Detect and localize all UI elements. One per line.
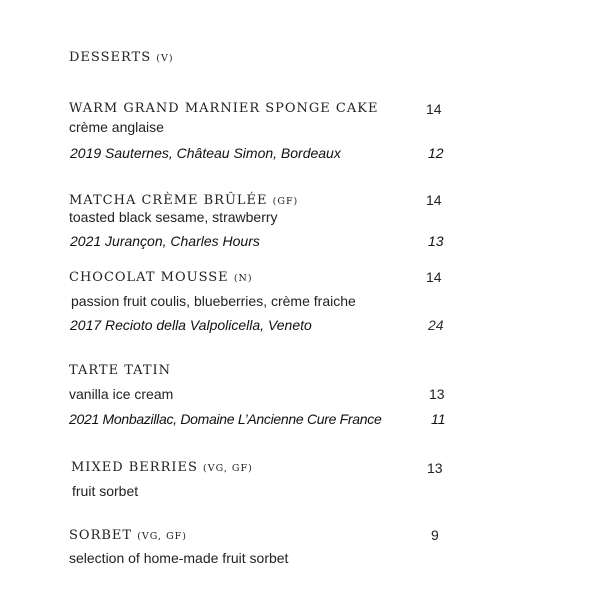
wine-price: 13 <box>428 233 444 249</box>
item-price: 13 <box>427 460 443 476</box>
item-description: passion fruit coulis, blueberries, crème fraiche <box>71 293 356 309</box>
item-price: 14 <box>426 192 442 208</box>
item-price: 9 <box>431 527 439 543</box>
item-name-text: WARM GRAND MARNIER SPONGE CAKE <box>69 101 379 116</box>
item-tag: (N) <box>233 273 253 284</box>
item-tag: (GF) <box>272 196 299 207</box>
item-name-tarte-tatin <box>69 363 171 378</box>
item-price: 14 <box>426 101 442 117</box>
wine-pairing: 2021 Jurançon, Charles Hours <box>70 233 260 249</box>
wine-price: 11 <box>431 411 446 427</box>
item-name-sorbet <box>69 528 187 543</box>
wine-price: 24 <box>428 317 444 333</box>
item-name-mixed-berries <box>71 460 253 475</box>
wine-price: 12 <box>428 145 444 161</box>
item-description: toasted black sesame, strawberry <box>69 209 278 225</box>
item-price: 13 <box>429 386 445 402</box>
item-name-chocolat-mousse <box>69 270 253 285</box>
item-name-text: CHOCOLAT MOUSSE <box>69 270 229 285</box>
item-name-text: MATCHA CRÈME BRÛLÉE <box>69 193 268 208</box>
section-tag: (V) <box>156 53 174 64</box>
wine-pairing: 2021 Monbazillac, Domaine L’Ancienne Cure France <box>69 411 382 427</box>
item-tag: (VG, GF) <box>203 463 253 474</box>
item-description: fruit sorbet <box>72 483 139 499</box>
item-name-creme-brulee <box>69 193 298 208</box>
item-name-text: SORBET <box>69 528 133 543</box>
item-name-text: MIXED BERRIES <box>71 460 198 475</box>
wine-pairing: 2017 Recioto della Valpolicella, Veneto <box>70 317 312 333</box>
item-name-sponge-cake <box>69 101 378 116</box>
item-description: vanilla ice cream <box>69 386 174 402</box>
section-title-text: DESSERTS <box>69 50 152 65</box>
item-description: selection of home-made fruit sorbet <box>69 550 289 566</box>
item-name-text: TARTE TATIN <box>69 363 172 378</box>
item-tag: (VG, GF) <box>137 531 187 542</box>
section-title <box>69 50 174 65</box>
item-price: 14 <box>426 269 442 285</box>
item-description: crème anglaise <box>69 119 164 135</box>
wine-pairing: 2019 Sauternes, Château Simon, Bordeaux <box>70 145 341 161</box>
